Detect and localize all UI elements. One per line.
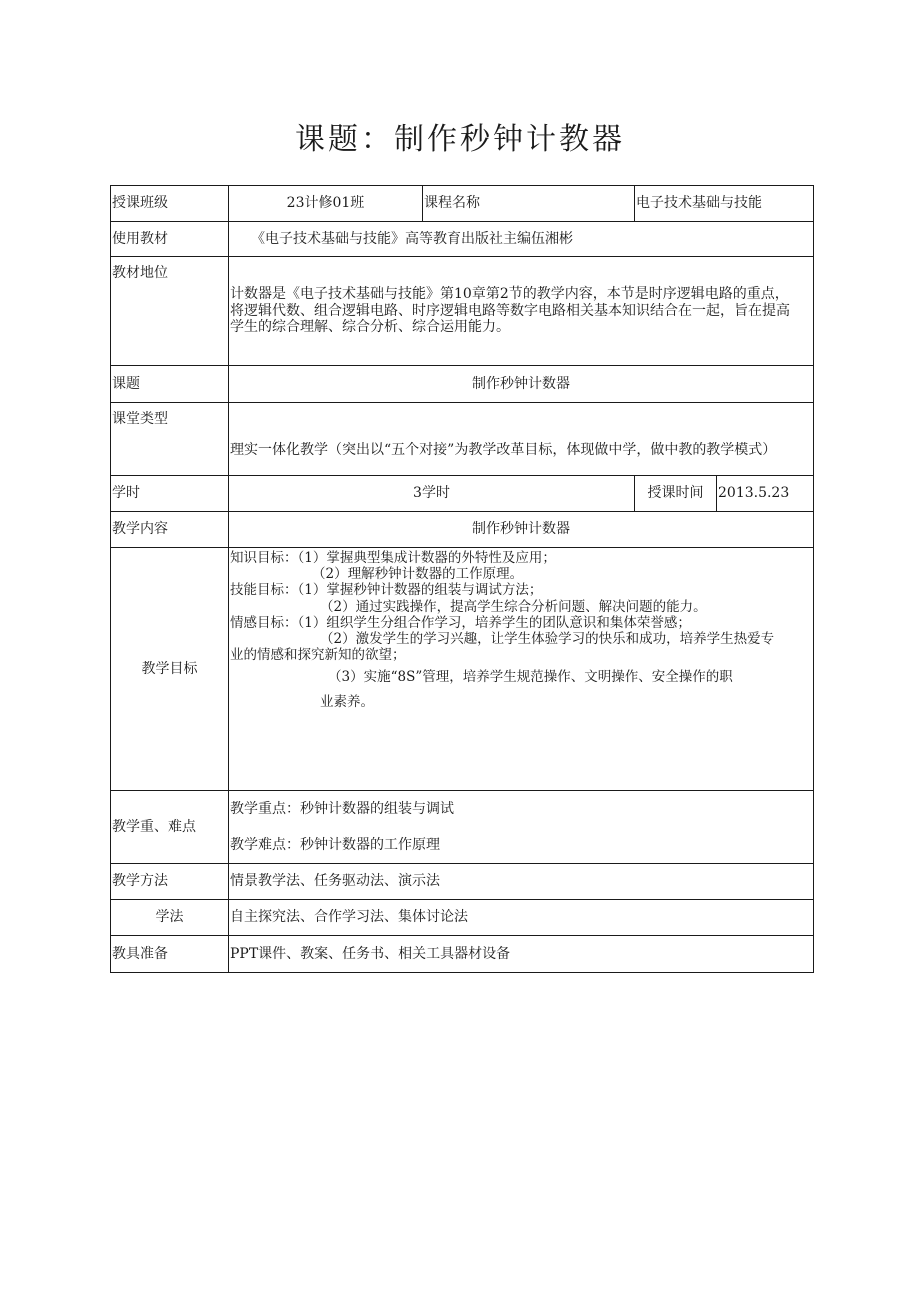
textbook-value: 《电子技术基础与技能》高等教育出版社主编伍湘彬 [229,222,814,257]
content-value: 制作秒钟计数器 [229,512,814,548]
study-value: 自主探究法、合作学习法、集体讨论法 [229,900,814,936]
row-topic [111,366,814,403]
objective-line: 知识目标：（1）掌握典型集成计数器的外特性及应用； [230,550,556,566]
objective-line: 业的情感和探究新知的欲望； [230,647,406,664]
class-label: 授课班级 [111,186,229,222]
difficult-point: 教学难点：秒钟计数器的工作原理 [230,837,440,853]
row-content [111,512,814,548]
objective-line: 情感目标：（1）组织学生分组合作学习，培养学生的团队意识和集体荣誉感； [230,614,691,631]
row-type [111,403,814,476]
row-keypoints [111,791,814,864]
row-textbook [111,222,814,257]
tools-value: PPT课件、教案、任务书、相关工具器材设备 [229,936,814,973]
position-line: 将逻辑代数、组合逻辑电路、时序逻辑电路等数字电路相关基本知识结合在一起，旨在提高 [230,302,790,319]
class-value: 23计修01班 [229,186,423,222]
position-line: 学生的综合理解、综合分析、综合运用能力。 [230,319,510,336]
row-class [111,186,814,222]
row-objectives [111,548,814,791]
hours-label: 学时 [111,476,229,512]
objective-line: （2）通过实践操作，提高学生综合分析问题、解决问题的能力。 [320,598,707,615]
hours-value: 3学时 [229,476,635,512]
objective-line: （2）理解秒钟计数器的工作原理。 [312,566,524,583]
objective-line: （3）实施“8S”管理，培养学生规范操作、文明操作、安全操作的职 [328,669,733,686]
course-value: 电子技术基础与技能 [635,186,814,222]
row-position [111,257,814,366]
row-tools [111,936,814,973]
objective-line: 业素养。 [320,693,374,710]
type-label: 课堂类型 [111,403,229,476]
row-study [111,900,814,936]
objective-line: 技能目标：（1）掌握秒钟计数器的组装与调试方法； [230,582,543,599]
textbook-label: 使用教材 [111,222,229,257]
tools-label: 教具准备 [111,936,229,973]
objectives-text [229,548,814,791]
page-title: 课题：制作秒钟计教器 [295,122,625,157]
position-text [229,257,814,366]
content-label: 教学内容 [111,512,229,548]
row-hours [111,476,814,512]
lesson-plan-table [110,185,814,973]
row-method [111,864,814,900]
study-label: 学法 [111,900,229,936]
key-point: 教学重点：秒钟计数器的组装与调试 [230,801,454,817]
objective-line: （2）激发学生的学习兴趣，让学生体验学习的快乐和成功，培养学生热爱专 [320,630,775,647]
course-label: 课程名称 [423,186,635,222]
position-label: 教材地位 [111,257,229,366]
objectives-label: 教学目标 [111,548,229,791]
method-label: 教学方法 [111,864,229,900]
topic-value: 制作秒钟计数器 [229,366,814,403]
position-line: 计数器是《电子技术基础与技能》第10章第2节的教学内容，本节是时序逻辑电路的重点， [230,285,789,302]
keypoints-text [229,791,814,864]
date-label: 授课时间 [635,476,717,512]
topic-label: 课题 [111,366,229,403]
keypoints-label: 教学重、难点 [111,791,229,864]
date-value: 2013.5.23 [717,476,814,512]
method-value: 情景教学法、任务驱动法、演示法 [229,864,814,900]
type-value: 理实一体化教学（突出以“五个对接”为教学改革目标，体现做中学，做中教的教学模式） [229,403,814,476]
